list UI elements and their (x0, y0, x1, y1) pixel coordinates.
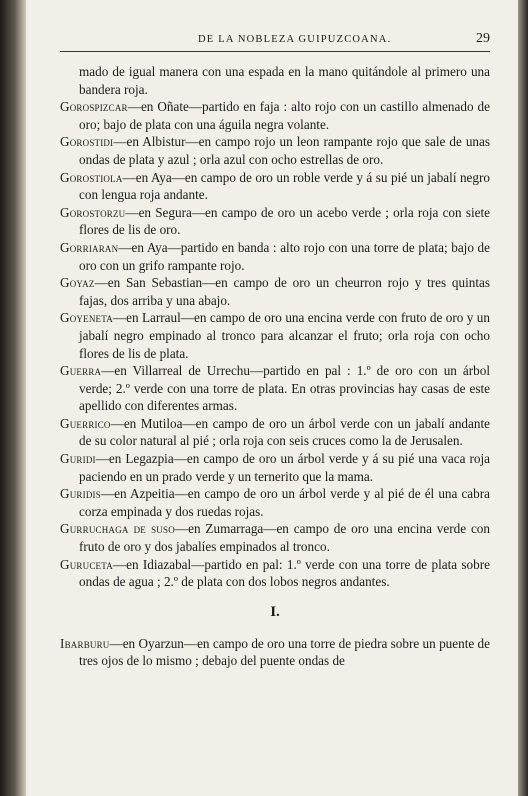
heraldry-entry (60, 239, 490, 274)
entry-description: —en Villarreal de Urrechu—partido en pal : 1.º de oro con un árbol verde; 2.º verde con una torre de plata. En otras provincias hay casas de este apellido con diferentes armas. (79, 363, 490, 414)
page-number: 29 (476, 31, 490, 46)
heraldry-entry (60, 485, 490, 520)
header-title: DE LA NOBLEZA GUIPUZCOANA. (198, 34, 392, 45)
heraldry-entry (60, 450, 490, 485)
entry-description: —en Oyarzun—en campo de oro una torre de piedra sobre un puente de tres ojos de lo mismo ; debajo del puente ondas de (79, 635, 490, 669)
heraldry-entry (60, 133, 490, 168)
surname: Gorostorzu (60, 204, 126, 220)
surname: Guerrico (60, 415, 111, 431)
surname: Gorostidi (60, 134, 114, 150)
entry-description: —en Albistur—en campo rojo un leon rampante rojo que sale de unas ondas de plata y azul ; orla azul con ocho estrellas de oro. (79, 134, 490, 167)
heraldry-entry (60, 635, 490, 670)
heraldry-entry (60, 362, 490, 415)
surname: Goyeneta (60, 310, 113, 326)
page-gutter-shadow (0, 0, 26, 796)
entries-letter-i (60, 635, 490, 670)
entry-description: —en Idiazabal—partido en pal: 1.º verde con una torre de plata sobre ondas de agua ; 2.º de plata con dos lobos negros andantes. (79, 556, 490, 590)
surname: Guerra (60, 363, 102, 379)
surname: Gorriaran (60, 239, 119, 255)
entry-description: —en Oñate—partido en faja : alto rojo con un castillo almenado de oro; bajo de plata con una águila negra volante. (79, 99, 490, 132)
entries-letter-g (60, 98, 490, 591)
surname: Goyaz (60, 275, 95, 291)
page-edge-shadow (518, 0, 528, 796)
running-head (60, 31, 490, 52)
surname: Guridi (60, 451, 96, 467)
heraldry-entry (60, 98, 490, 133)
heraldry-entry (60, 204, 490, 239)
continued-paragraph: mado de igual manera con una espada en la mano quitándole al primero una bandera roja. (79, 64, 490, 97)
page-body (60, 63, 490, 670)
entry-description: —en Larraul—en campo de oro una encina verde con fruto de oro y un jabalí negro empinado al tronco para alcanzar el fruto; orla roja con ocho flores de lis de plata. (79, 310, 490, 361)
entry-description: —en Segura—en campo de oro un acebo verde ; orla roja con siete flores de lis de oro. (79, 204, 490, 238)
surname: Guridis (60, 486, 101, 502)
entry-description: —en Aya—partido en banda : alto rojo con una torre de plata; bajo de oro con un grifo rampante rojo. (79, 239, 490, 273)
entry-description: —en Zumarraga—en campo de oro una encina verde con fruto de oro y dos jabalíes empinados al tronco. (79, 521, 490, 555)
surname: Gorospizcar (60, 99, 128, 115)
entry-description: —en Mutiloa—en campo de oro un árbol verde con un jabalí andante de su color natural al pié ; orla roja con seis cruces como la de Jerusalen. (79, 415, 490, 449)
heraldry-entry (60, 415, 490, 450)
heraldry-entry (60, 169, 490, 204)
entry-description: —en San Sebastian—en campo de oro un cheurron rojo y tres quintas fajas, dos arriba y una abajo. (79, 275, 490, 308)
surname: Gorostiola (60, 169, 123, 185)
entry-description: —en Legazpia—en campo de oro un árbol verde y á su pié una vaca roja paciendo en un prado verde y un ternerito que la mama. (79, 451, 490, 484)
surname: Guruceta (60, 556, 113, 572)
entry-description: —en Azpeitia—en campo de oro un árbol verde y al pié de él una cabra corza empinada y dos ruedas rojas. (79, 486, 490, 519)
heraldry-entry (60, 520, 490, 555)
surname: Gurruchaga de suso (60, 521, 175, 537)
heraldry-entry (60, 309, 490, 362)
heraldry-entry (60, 556, 490, 591)
header-rule (60, 51, 490, 52)
section-letter-heading: I. (270, 603, 280, 620)
heraldry-entry (60, 274, 490, 309)
entry-description: —en Aya—en campo de oro un roble verde y á su pié un jabalí negro con lengua roja andante. (79, 169, 490, 203)
surname: Ibarburu (60, 635, 110, 651)
